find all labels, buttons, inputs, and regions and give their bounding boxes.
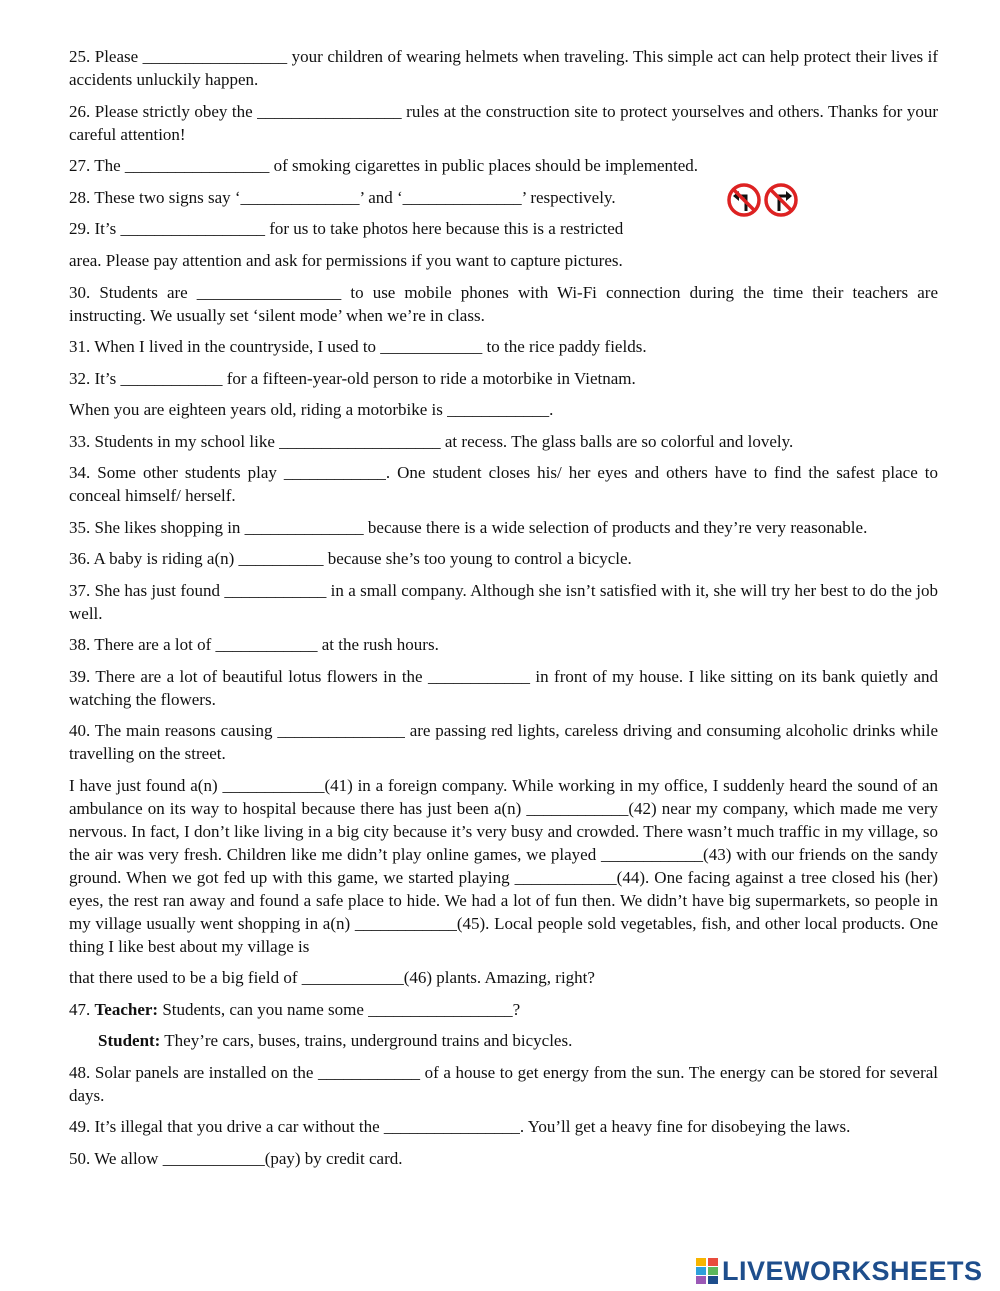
question-47-teacher (69, 998, 938, 1021)
question-29-line-2: area. Please pay attention and ask for permissions if you want to capture pictures. (69, 251, 623, 270)
passage-41-45: I have just found a(n) ____________(41) in a foreign company. While working in my office, I suddenly heard the sound of an ambulance on its way to hospital because there has just been a(n) ____________(42) near my company, which made me very nervous. In fact, I don’t like living in a big city because it’s very busy and crowded. There wasn’t much traffic in my village, so the air was very fresh. Children like me didn’t play online games, we played ____________(43) with our friends on the sandy ground. When we got fed up with this game, we started playing ____________(44). One facing against a tree closed his (her) eyes, the rest ran away and found a safe place to hide. We had a lot of fun then. We didn’t have big supermarkets, so people in my village usually went shopping in a(n) ____________(45). Local people sold vegetables, fish, and other local products. One thing I like best about my village is (69, 775, 938, 956)
liveworksheets-logo-icon (696, 1258, 718, 1284)
question-29-line-1: 29. It’s _________________ for us to take photos here because this is a restricted (69, 219, 624, 238)
teacher-text: Students, can you name some _________________? (158, 999, 521, 1019)
liveworksheets-logo-text: LIVEWORKSHEETS (722, 1255, 983, 1286)
question-30: 30. Students are _________________ to use mobile phones with Wi-Fi connection during the time their teachers are instructing. We usually set ‘silent mode’ when we’re in class. (69, 282, 938, 325)
question-34: 34. Some other students play ____________. One student closes his/ her eyes and others have to find the safest place to conceal himself/ herself. (69, 463, 938, 505)
no-left-turn-icon (729, 185, 759, 215)
question-47-number: 47. (69, 999, 91, 1019)
question-48: 48. Solar panels are installed on the ____________ of a house to get energy from the sun. The energy can be stored for several days. (69, 1062, 938, 1105)
question-35: 35. She likes shopping in ______________ because there is a wide selection of products and they’re very reasonable. (69, 517, 868, 537)
question-37: 37. She has just found ____________ in a small company. Although she isn’t satisfied with it, she will try her best to do the job well. (69, 580, 938, 623)
question-25: 25. Please _________________ your children of wearing helmets when traveling. This simple act can help protect their lives if accidents unluckily happen. (69, 47, 938, 89)
worksheet (69, 45, 938, 1178)
question-40: 40. The main reasons causing _______________ are passing red lights, careless driving and consuming alcoholic drinks while travelling on the street. (69, 721, 938, 763)
question-39: 39. There are a lot of beautiful lotus flowers in the ____________ in front of my house. I like sitting on its bank quietly and watching the flowers. (69, 666, 938, 709)
traffic-signs (727, 182, 799, 218)
question-50: 50. We allow ____________(pay) by credit card. (69, 1148, 403, 1168)
question-32-line-2: When you are eighteen years old, riding a motorbike is ____________. (69, 400, 554, 419)
teacher-label: Teacher: (94, 999, 159, 1019)
student-text: They’re cars, buses, trains, underground trains and bicycles. (160, 1031, 573, 1050)
question-26: 26. Please strictly obey the _________________ rules at the construction site to protect yourselves and others. Thanks for your careful attention! (69, 101, 938, 144)
question-36: 36. A baby is riding a(n) __________ because she’s too young to control a bicycle. (69, 549, 632, 568)
question-47-student (69, 1029, 938, 1052)
no-right-turn-icon (766, 185, 796, 215)
passage-46: that there used to be a big field of ____________(46) plants. Amazing, right? (69, 968, 595, 987)
question-28: 28. These two signs say ‘______________’ and ‘______________’ respectively. (69, 187, 616, 207)
question-49: 49. It’s illegal that you drive a car without the ________________. You’ll get a heavy fine for disobeying the laws. (69, 1117, 851, 1136)
question-33: 33. Students in my school like ___________________ at recess. The glass balls are so colorful and lovely. (69, 431, 794, 451)
liveworksheets-logo (696, 1257, 983, 1285)
student-label: Student: (98, 1031, 161, 1050)
question-32-line-1: 32. It’s ____________ for a fifteen-year-old person to ride a motorbike in Vietnam. (69, 368, 636, 388)
question-31: 31. When I lived in the countryside, I used to ____________ to the rice paddy fields. (69, 337, 647, 356)
question-27: 27. The _________________ of smoking cigarettes in public places should be implemented. (69, 156, 699, 175)
question-38: 38. There are a lot of ____________ at the rush hours. (69, 635, 439, 654)
